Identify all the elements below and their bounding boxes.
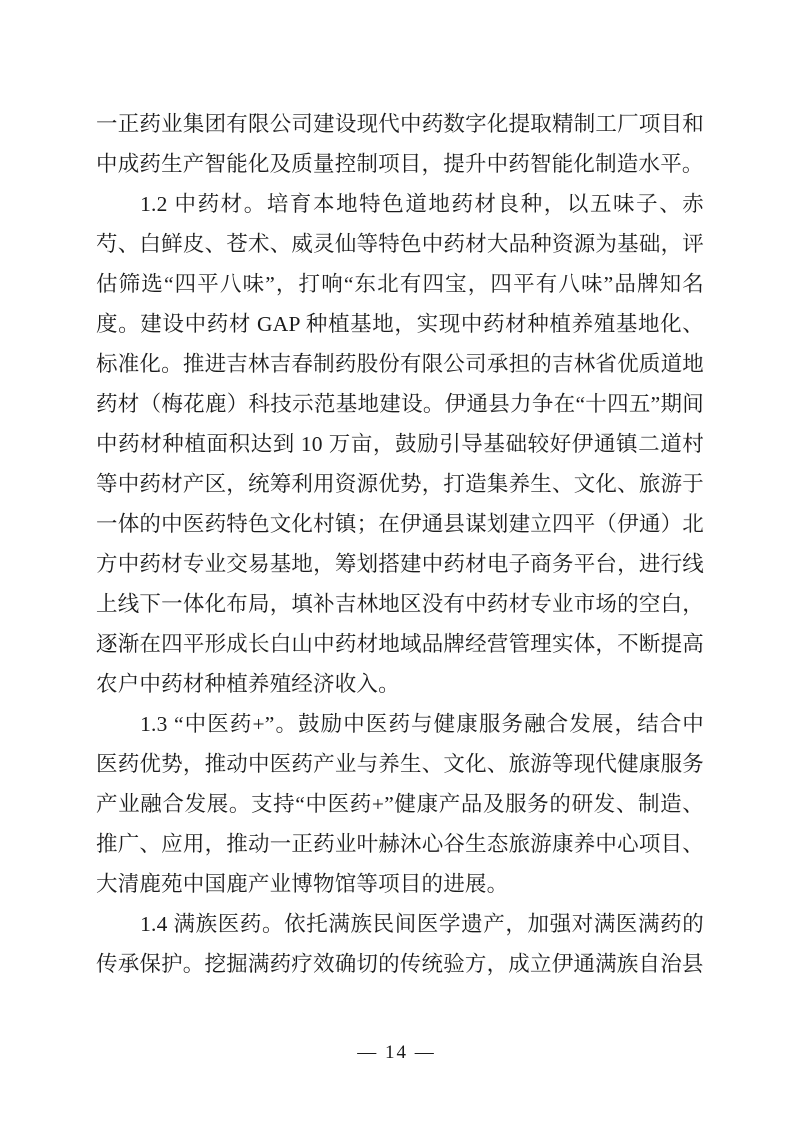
page-number: — 14 — [357, 1042, 436, 1063]
paragraph-1-4: 1.4 满族医药。依托满族民间医学遗产，加强对满医满药的传承保护。挖掘满药疗效确切的传统验方，成立伊通满族自治县 [96, 912, 704, 976]
paragraph-1-3: 1.3 “中医药+”。鼓励中医药与健康服务融合发展，结合中医药优势，推动中医药产业与养生、文化、旅游等现代健康服务产业融合发展。支持“中医药+”健康产品及服务的研发、制造、推广、应用，推动一正药业叶赫沐心谷生态旅游康养中心项目、大清鹿苑中国鹿产业博物馆等项目的进展。 [96, 712, 704, 896]
paragraph-continuation: 一正药业集团有限公司建设现代中药数字化提取精制工厂项目和中成药生产智能化及质量控制项目，提升中药智能化制造水平。 [96, 112, 704, 176]
paragraph-1-2: 1.2 中药材。培育本地特色道地药材良种，以五味子、赤芍、白鲜皮、苍术、威灵仙等特色中药材大品种资源为基础，评估筛选“四平八味”，打响“东北有四宝，四平有八味”品牌知名度。建设中药材 GAP 种植基地，实现中药材种植养殖基地化、标准化。推进吉林吉春制药股份有限公司承担的吉林省优质道地药材（梅花鹿）科技示范基地建设。伊通县力争在“十四五”期间中药材种植面积达到 10 万亩，鼓励引导基础较好伊通镇二道村等中药材产区，统筹利用资源优势，打造集养生、文化、旅游于一体的中医药特色文化村镇；在伊通县谋划建立四平（伊通）北方中药材专业交易基地，筹划搭建中药材电子商务平台，进行线上线下一体化布局，填补吉林地区没有中药材专业市场的空白，逐渐在四平形成长白山中药材地域品牌经营管理实体，不断提高农户中药材种植养殖经济收入。 [96, 192, 704, 696]
page-body [96, 104, 704, 984]
